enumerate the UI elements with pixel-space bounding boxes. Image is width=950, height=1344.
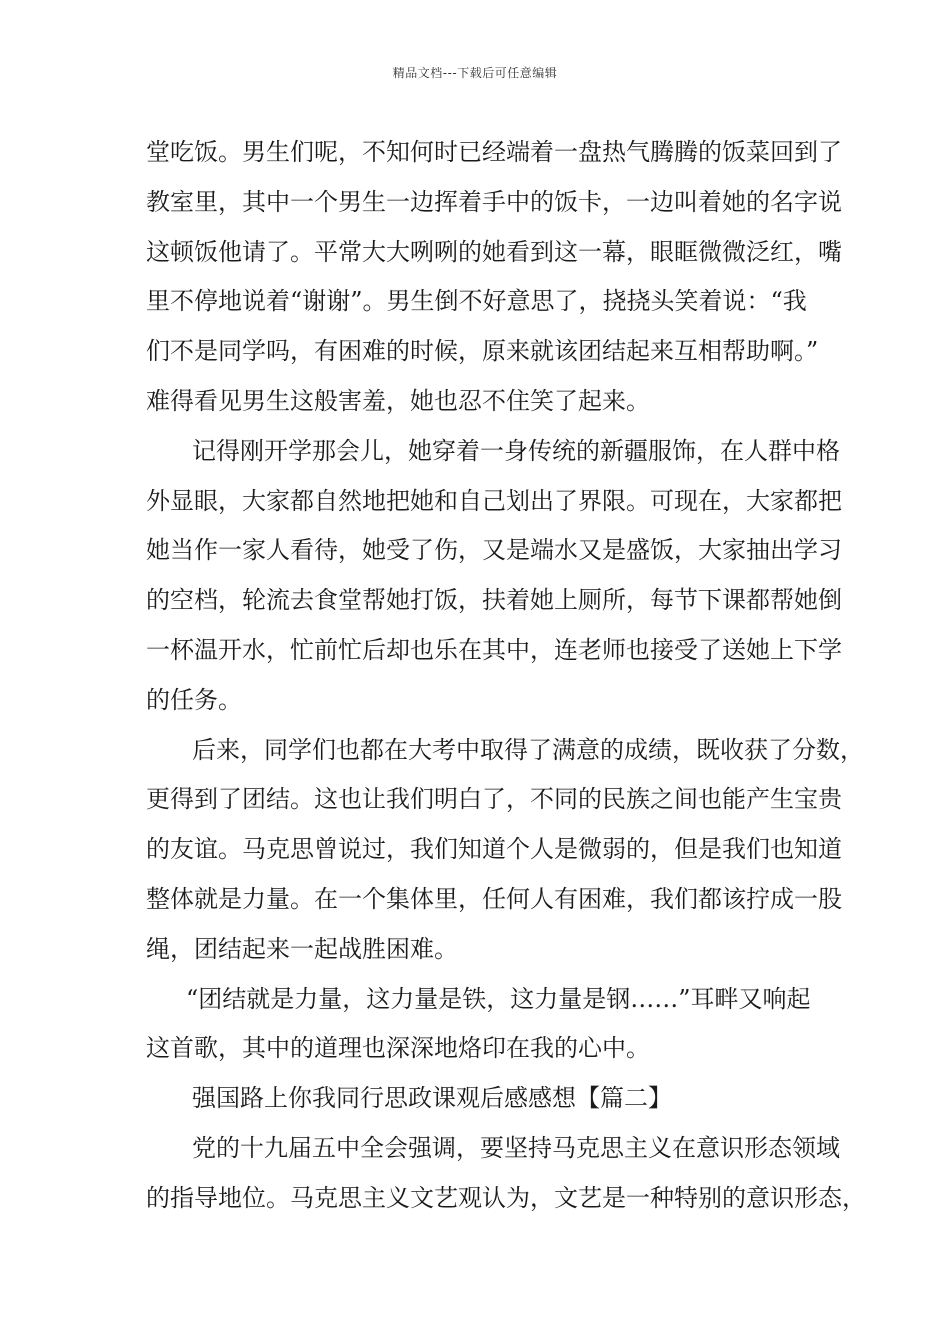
text-line: 里不停地说着“谢谢”。男生倒不好意思了，挠挠头笑着说：“我 [146,287,807,316]
text-line: 更得到了团结。这也让我们明白了，不同的民族之间也能产生宝贵 [146,785,842,814]
text-line: 的空档，轮流去食堂帮她打饭，扶着她上厕所，每节下课都帮她倒 [146,586,842,615]
text-line: 难得看见男生这般害羞，她也忍不住笑了起来。 [146,386,650,415]
text-line: 的任务。 [146,685,242,714]
text-line: “团结就是力量，这力量是铁，这力量是钢……”耳畔又响起 [186,984,811,1013]
page-header: 精品文档---下载后可任意编辑 [392,66,558,80]
text-line: 的指导地位。马克思主义文艺观认为，文艺是一种特别的意识形态， [146,1183,866,1212]
text-line: 这顿饭他请了。平常大大咧咧的她看到这一幕，眼眶微微泛红，嘴 [146,237,842,266]
text-line: 后来，同学们也都在大考中取得了满意的成绩，既收获了分数， [192,735,864,764]
document-body [146,128,866,1224]
text-line: 党的十九届五中全会强调，要坚持马克思主义在意识形态领域 [192,1133,840,1162]
section-heading: 强国路上你我同行思政课观后感感想【篇二】 [192,1084,672,1113]
text-line: 记得刚开学那会儿，她穿着一身传统的新疆服饰，在人群中格 [192,436,840,465]
text-line: 一杯温开水，忙前忙后却也乐在其中，连老师也接受了送她上下学 [146,635,842,664]
text-line: 这首歌，其中的道理也深深地烙印在我的心中。 [146,1034,650,1063]
text-line: 绳，团结起来一起战胜困难。 [146,934,458,963]
text-line: 堂吃饭。男生们呢，不知何时已经端着一盘热气腾腾的饭菜回到了 [146,138,842,166]
text-line: 她当作一家人看待，她受了伤，又是端水又是盛饭，大家抽出学习 [146,536,842,565]
text-line: 整体就是力量。在一个集体里，任何人有困难，我们都该拧成一股 [146,884,842,913]
text-line: 外显眼，大家都自然地把她和自己划出了界限。可现在，大家都把 [146,486,842,515]
text-line: 教室里，其中一个男生一边挥着手中的饭卡，一边叫着她的名字说 [146,187,842,216]
text-line: 们不是同学吗，有困难的时候，原来就该团结起来互相帮助啊。” [146,337,819,366]
text-line: 的友谊。马克思曾说过，我们知道个人是微弱的，但是我们也知道 [146,835,842,864]
